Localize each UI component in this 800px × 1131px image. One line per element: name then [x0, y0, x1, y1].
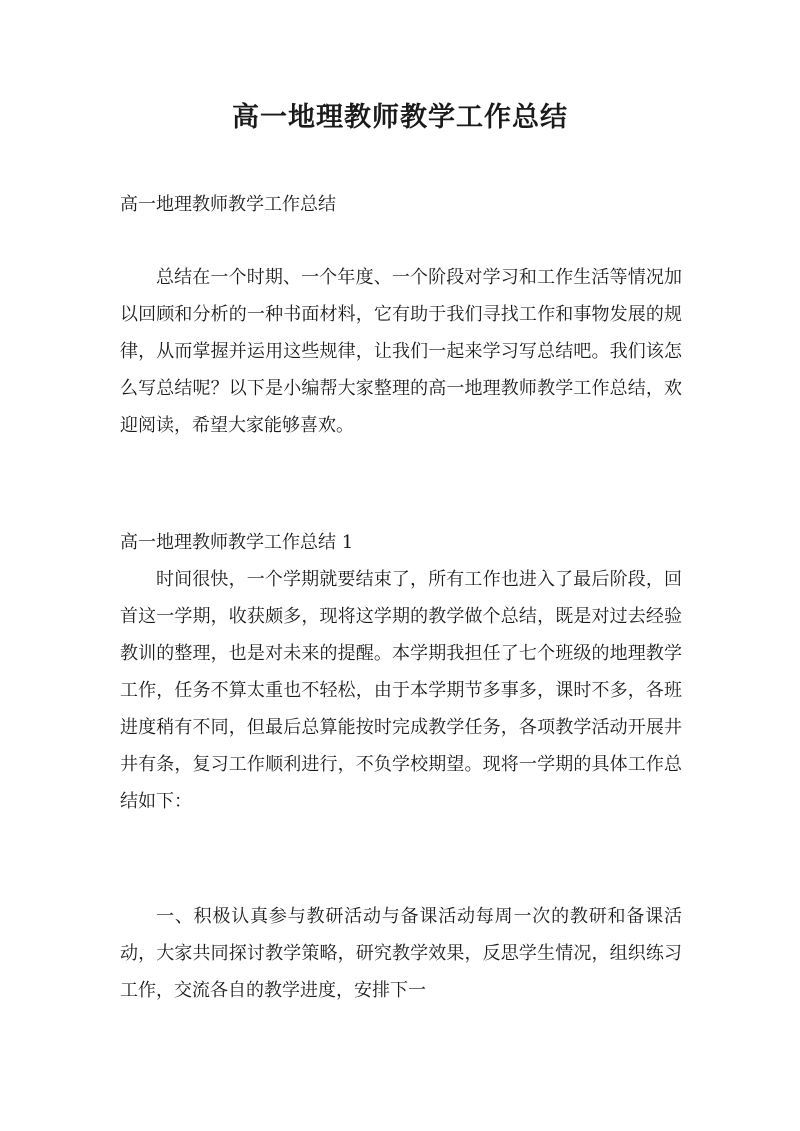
section-1-paragraph: 时间很快，一个学期就要结束了，所有工作也进入了最后阶段，回首这一学期，收获颇多，现将这学期的教学做个总结，既是对过去经验教训的整理，也是对未来的提醒。本学期我担任了七个班级的地理教学工作，任务不算太重也不轻松，由于本学期节多事多，课时不多，各班进度稍有不同，但最后总算能按时完成教学任务，各项教学活动开展井井有条，复习工作顺利进行，不负学校期望。现将一学期的具体工作总结如下：	[120, 569, 682, 812]
section-1-item-1-paragraph: 一、积极认真参与教研活动与备课活动每周一次的教研和备课活动，大家共同探讨教学策略，研究教学效果，反思学生情况，组织练习工作，交流各自的教学进度，安排下一	[120, 906, 682, 1001]
intro-paragraph: 总结在一个时期、一个年度、一个阶段对学习和工作生活等情况加以回顾和分析的一种书面材料，它有助于我们寻找工作和事物发展的规律，从而掌握并运用这些规律，让我们一起来学习写总结吧。我们该怎么写总结呢？以下是小编帮大家整理的高一地理教师教学工作总结，欢迎阅读，希望大家能够喜欢。	[120, 267, 682, 436]
document-subtitle: 高一地理教师教学工作总结	[120, 194, 336, 215]
section-1-heading: 高一地理教师教学工作总结 1	[120, 532, 354, 553]
document-title: 高一地理教师教学工作总结	[232, 102, 568, 133]
